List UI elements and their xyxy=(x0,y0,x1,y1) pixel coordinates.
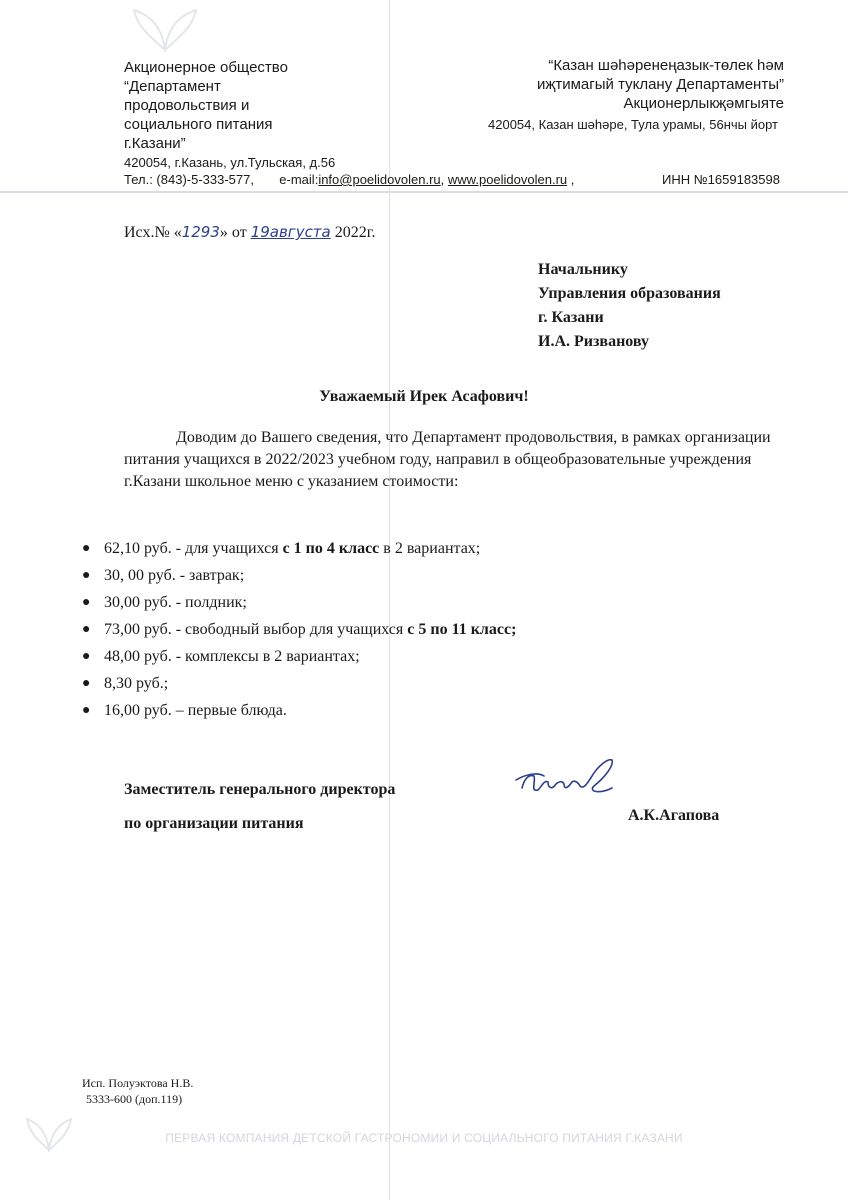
header-divider xyxy=(0,191,848,193)
list-item xyxy=(82,616,516,643)
org-name-line: г.Казани” xyxy=(124,135,186,152)
org-name-tatar-line: Акционерлыкҗәмгыяте xyxy=(623,95,784,112)
org-name-line: “Департамент xyxy=(124,78,221,95)
bullet-icon: ● xyxy=(82,622,91,637)
company-logo-watermark xyxy=(130,6,200,52)
list-item xyxy=(82,562,516,589)
org-name-line: Акционерное общество xyxy=(124,59,288,76)
executor-phone: 5333-600 (доп.119) xyxy=(86,1092,183,1106)
letterhead-left xyxy=(124,58,288,153)
item-text: 16,00 руб. – первые блюда. xyxy=(104,702,287,719)
item-bold: с 5 по 11 класс; xyxy=(407,621,517,638)
item-text: 30,00 руб. - полдник; xyxy=(104,594,247,611)
item-text: 62,10 руб. - для учащихся xyxy=(104,540,283,557)
letterhead-right xyxy=(488,56,784,134)
item-text: 8,30 руб.; xyxy=(104,675,169,692)
executor-info xyxy=(82,1075,193,1107)
contacts-line xyxy=(124,172,824,187)
outgoing-number xyxy=(124,223,376,242)
handwritten-signature xyxy=(508,752,618,812)
separator: , xyxy=(440,172,445,187)
body-paragraph: Доводим до Вашего сведения, что Департамент продовольствия, в рамках организации питания учащихся в 2022/2023 учебном году, направил в общеобразовательные учреждения г.Казани школьное меню с указанием стоимости: xyxy=(124,429,771,490)
bullet-icon: ● xyxy=(82,541,91,556)
footer-slogan: ПЕРВАЯ КОМПАНИЯ ДЕТСКОЙ ГАСТРОНОМИИ И СОЦИАЛЬНОГО ПИТАНИЯ Г.КАЗАНИ xyxy=(165,1131,683,1145)
addressee-line: И.А. Ризванову xyxy=(538,333,649,350)
phone-text: Тел.: (843)-5-333-577, xyxy=(124,172,254,187)
org-name-tatar-line: иҗтимагый туклану Департаменты” xyxy=(536,76,784,93)
signatory-name: А.К.Агапова xyxy=(628,807,720,824)
addressee-line: Начальнику xyxy=(538,261,628,278)
item-text: 30, 00 руб. - завтрак; xyxy=(104,567,245,584)
signatory-title-line: по организации питания xyxy=(124,815,304,832)
list-item xyxy=(82,589,516,616)
item-text: 73,00 руб. - свободный выбор для учащихся xyxy=(104,621,408,638)
separator: , xyxy=(570,172,575,187)
signatory-title-line: Заместитель генерального директора xyxy=(124,781,396,798)
bullet-icon: ● xyxy=(82,568,91,583)
org-name-tatar-line: “Казан шәһәренеңазык-төлек һәм xyxy=(548,57,784,74)
bullet-icon: ● xyxy=(82,676,91,691)
greeting: Уважаемый Ирек Асафович! xyxy=(319,388,529,405)
org-name-line: продовольствия и xyxy=(124,97,250,114)
list-item xyxy=(82,643,516,670)
outgoing-mid: » от xyxy=(219,224,247,241)
org-name-line: социального питания xyxy=(124,116,273,133)
outgoing-year: 2022г. xyxy=(334,224,376,241)
addressee-line: г. Казани xyxy=(538,309,604,326)
item-bold: с 1 по 4 класс xyxy=(282,540,380,557)
item-text: 48,00 руб. - комплексы в 2 вариантах; xyxy=(104,648,360,665)
email-link[interactable]: info@poelidovolen.ru xyxy=(318,172,441,187)
list-item xyxy=(82,535,516,562)
org-address: 420054, г.Казань, ул.Тульская, д.56 xyxy=(124,155,336,170)
bullet-icon: ● xyxy=(82,703,91,718)
price-list xyxy=(82,535,516,724)
bullet-icon: ● xyxy=(82,595,91,610)
website-link[interactable]: www.poelidovolen.ru xyxy=(447,172,568,187)
addressee-block xyxy=(538,258,721,354)
outgoing-prefix: Исх.№ « xyxy=(124,224,182,241)
signatory-title xyxy=(124,773,395,841)
executor-name: Исп. Полуэктова Н.В. xyxy=(82,1076,194,1090)
bullet-icon: ● xyxy=(82,649,91,664)
handwritten-number: 1293 xyxy=(181,223,220,241)
org-address-tatar: 420054, Казан шәһәре, Тула урамы, 56нчы йорт xyxy=(488,117,778,132)
email-label: e-mail: xyxy=(279,172,319,187)
list-item xyxy=(82,697,516,724)
handwritten-date: 19августа xyxy=(250,223,331,241)
list-item xyxy=(82,670,516,697)
inn-text: ИНН №1659183598 xyxy=(662,172,780,187)
item-text-post: в 2 вариантах; xyxy=(379,540,481,557)
addressee-line: Управления образования xyxy=(538,285,721,302)
